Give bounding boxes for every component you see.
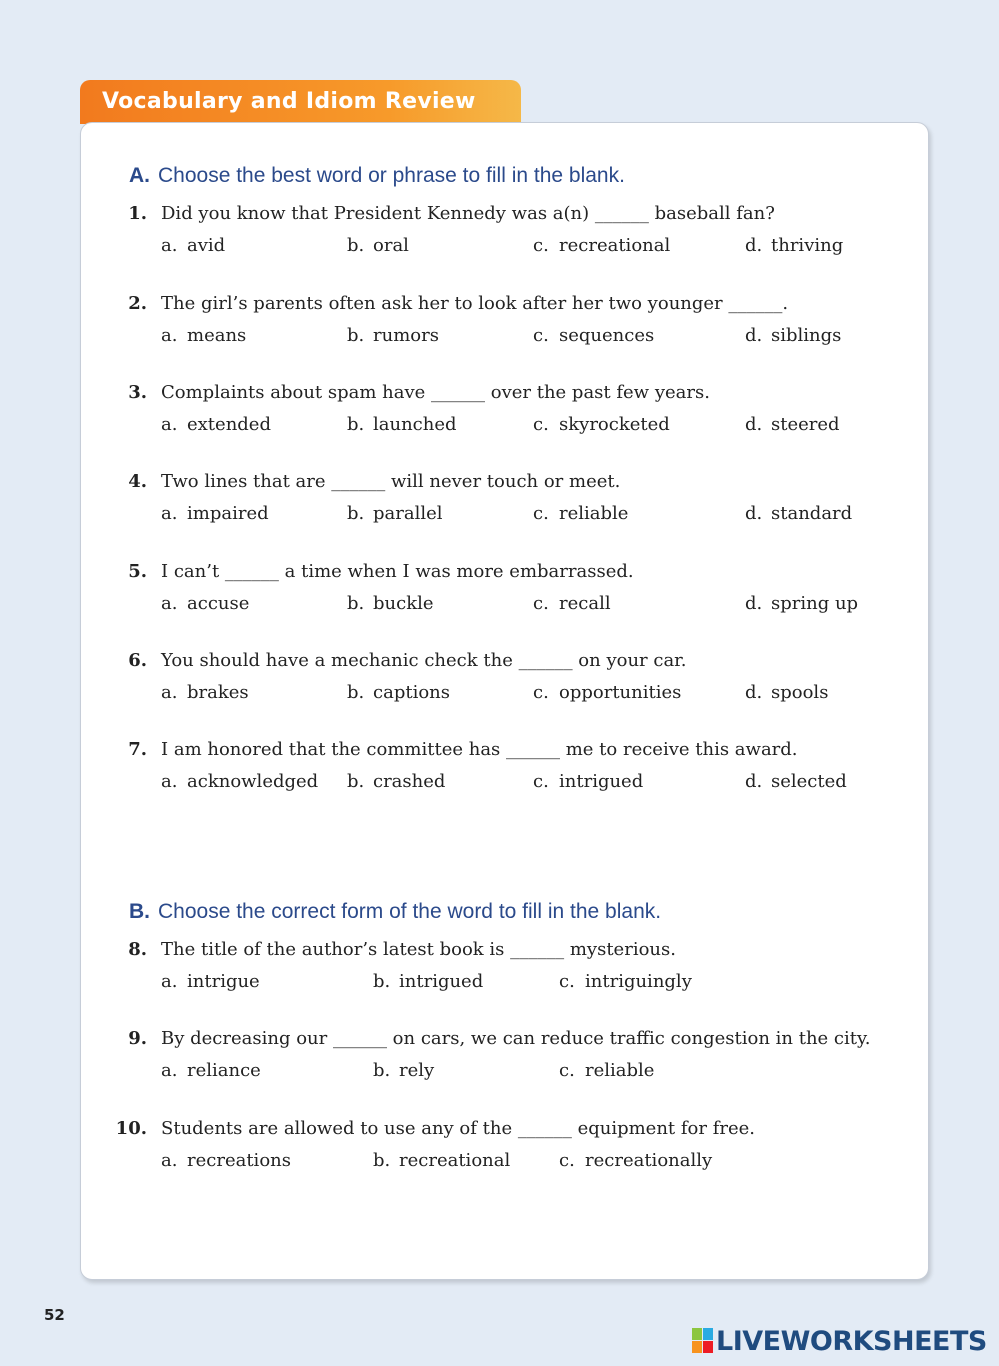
question-text: Students are allowed to use any of the ______ equipment for free. xyxy=(161,1118,755,1139)
question-1 xyxy=(0,202,999,262)
question-3 xyxy=(0,381,999,441)
question-number: 2. xyxy=(128,293,147,314)
option-a[interactable]: a. reliance xyxy=(161,1060,261,1081)
option-c[interactable]: c. recreationally xyxy=(559,1150,713,1171)
question-number: 10. xyxy=(115,1118,147,1139)
option-b[interactable]: b. captions xyxy=(347,682,450,703)
page-number: 52 xyxy=(44,1306,65,1324)
question-number: 3. xyxy=(128,382,147,403)
question-number: 9. xyxy=(128,1028,147,1049)
option-b[interactable]: b. buckle xyxy=(347,593,434,614)
option-d[interactable]: d. selected xyxy=(745,771,847,792)
option-c[interactable]: c. recreational xyxy=(533,235,671,256)
option-a[interactable]: a. avid xyxy=(161,235,226,256)
option-a[interactable]: a. impaired xyxy=(161,503,269,524)
option-b[interactable]: b. rumors xyxy=(347,325,439,346)
question-text: Two lines that are ______ will never touch or meet. xyxy=(161,471,621,492)
page-title: Vocabulary and Idiom Review xyxy=(102,89,476,114)
question-number: 1. xyxy=(128,203,147,224)
option-a[interactable]: a. means xyxy=(161,325,247,346)
option-d[interactable]: d. spools xyxy=(745,682,829,703)
question-text: Did you know that President Kennedy was a(n) ______ baseball fan? xyxy=(161,203,775,224)
section-a-instruction: Choose the best word or phrase to fill in the blank. xyxy=(158,164,625,187)
option-d[interactable]: d. spring up xyxy=(745,593,859,614)
question-10 xyxy=(0,1117,999,1177)
question-text: You should have a mechanic check the ______ on your car. xyxy=(161,650,687,671)
option-a[interactable]: a. extended xyxy=(161,414,271,435)
question-number: 6. xyxy=(128,650,147,671)
question-9 xyxy=(0,1027,999,1087)
option-c[interactable]: c. reliable xyxy=(533,503,629,524)
section-a-heading xyxy=(129,164,625,188)
question-5 xyxy=(0,560,999,620)
option-b[interactable]: b. rely xyxy=(373,1060,435,1081)
question-text: I can’t ______ a time when I was more embarrassed. xyxy=(161,561,634,582)
liveworksheets-logo xyxy=(692,1326,987,1356)
liveworksheets-blocks-icon xyxy=(692,1328,714,1354)
section-a-letter: A. xyxy=(129,164,150,187)
question-7 xyxy=(0,738,999,798)
option-b[interactable]: b. intrigued xyxy=(373,971,484,992)
section-b-letter: B. xyxy=(129,900,150,923)
section-title-tab xyxy=(80,80,521,124)
option-d[interactable]: d. steered xyxy=(745,414,840,435)
option-b[interactable]: b. oral xyxy=(347,235,409,256)
question-text: By decreasing our ______ on cars, we can reduce traffic congestion in the city. xyxy=(161,1028,871,1049)
option-c[interactable]: c. intriguingly xyxy=(559,971,692,992)
option-d[interactable]: d. standard xyxy=(745,503,853,524)
section-b-heading xyxy=(129,900,661,924)
question-number: 4. xyxy=(128,471,147,492)
question-text: I am honored that the committee has ______ me to receive this award. xyxy=(161,739,798,760)
brand-name: LIVEWORKSHEETS xyxy=(716,1325,987,1357)
question-2 xyxy=(0,292,999,352)
question-text: The title of the author’s latest book is ______ mysterious. xyxy=(161,939,676,960)
option-a[interactable]: a. intrigue xyxy=(161,971,260,992)
option-a[interactable]: a. brakes xyxy=(161,682,249,703)
question-number: 7. xyxy=(128,739,147,760)
question-8 xyxy=(0,938,999,998)
option-a[interactable]: a. accuse xyxy=(161,593,250,614)
option-b[interactable]: b. launched xyxy=(347,414,457,435)
option-a[interactable]: a. acknowledged xyxy=(161,771,319,792)
option-d[interactable]: d. thriving xyxy=(745,235,844,256)
option-c[interactable]: c. reliable xyxy=(559,1060,655,1081)
option-c[interactable]: c. recall xyxy=(533,593,611,614)
option-a[interactable]: a. recreations xyxy=(161,1150,291,1171)
section-b-instruction: Choose the correct form of the word to fill in the blank. xyxy=(158,900,662,923)
question-text: The girl’s parents often ask her to look after her two younger ______. xyxy=(161,293,789,314)
question-text: Complaints about spam have ______ over the past few years. xyxy=(161,382,710,403)
option-c[interactable]: c. skyrocketed xyxy=(533,414,670,435)
option-b[interactable]: b. recreational xyxy=(373,1150,511,1171)
option-b[interactable]: b. parallel xyxy=(347,503,443,524)
question-number: 8. xyxy=(128,939,147,960)
question-4 xyxy=(0,470,999,530)
option-b[interactable]: b. crashed xyxy=(347,771,446,792)
option-c[interactable]: c. sequences xyxy=(533,325,655,346)
option-c[interactable]: c. intrigued xyxy=(533,771,644,792)
question-number: 5. xyxy=(128,561,147,582)
option-c[interactable]: c. opportunities xyxy=(533,682,682,703)
question-6 xyxy=(0,649,999,709)
option-d[interactable]: d. siblings xyxy=(745,325,842,346)
